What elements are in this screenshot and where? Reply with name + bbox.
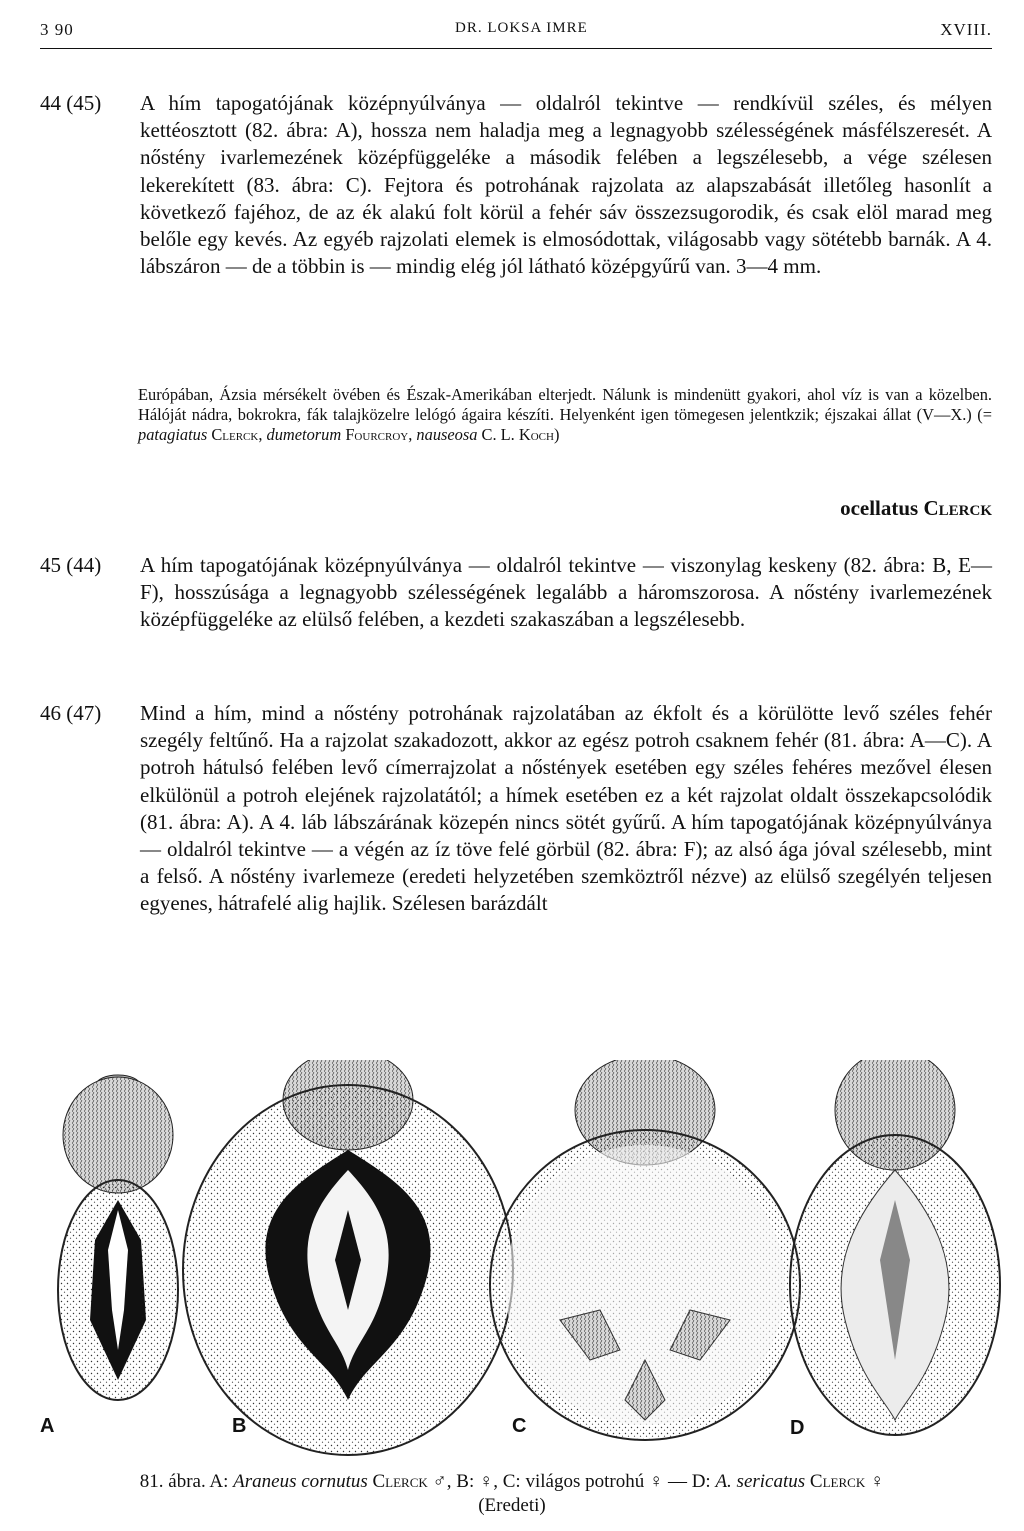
spider-illustrations — [0, 1060, 1024, 1460]
figure-caption — [0, 1470, 1024, 1518]
synonym-2-author: Fourcroy, — [345, 425, 413, 444]
spider-figure-a — [58, 1075, 178, 1400]
synonym-1: patagiatus — [138, 425, 208, 444]
caption-species-1: Araneus cornutus — [233, 1471, 368, 1492]
distribution-text: Európában, Ázsia mérsékelt övében és Észak-Amerikában elterjedt. Nálunk is mindenütt gyakori, ahol víz is van a közelben. Hálóját nádra, bokrokra, fák talajközelre lelógó ágaira készíti. Helyenként igen tömegesen jelentkzik; éjszakai állat (V—X.) (= — [138, 385, 992, 424]
entry-number: 45 (44) — [40, 553, 102, 577]
page-number: 3 90 — [40, 20, 74, 39]
figure-label-d: D — [790, 1417, 805, 1439]
spider-figure-d — [790, 1060, 1000, 1435]
key-entry-45 — [40, 552, 992, 634]
synonym-2: dumetorum — [266, 425, 342, 444]
species-name — [840, 496, 992, 521]
author-name: DR. LOKSA IMRE — [455, 20, 588, 36]
key-entry-46 — [40, 700, 992, 918]
figure-label-c: C — [512, 1415, 527, 1437]
entry-text: Mind a hím, mind a nőstény potrohának rajzolatában az ékfolt és a körülötte levő széles fehér szegély feltűnő. Ha a rajzolat szakadozott, akkor az egész potroh csaknem fehér (81. ábra: A—C). A potroh hátulsó felében levő címerrajzolat a nőstények esetében egy széles fehéres mezővel élesen elkülönül a potroh elejének rajzolatától; a hímek esetében ez a két rajzolat oldalt összekapcsolódik (81. ábra: A). A 4. láb lábszárának közepén nincs sötét gyűrű. A hím tapogatójának középnyúlványa — oldalról tekintve — a végén az íz töve felé görbül (82. ábra: F); az alsó ága jóval szélesebb, mint a felső. A nőstény ivarlemeze (eredeti helyzetében szemköztről nézve) az elülső szegélyén teljesen egyenes, hátrafelé alig hajlik. Szélesen barázdált — [140, 701, 992, 916]
synonym-3-author: C. L. Koch) — [481, 425, 560, 444]
species-author: Clerck — [923, 496, 992, 520]
entry-text: A hím tapogatójának középnyúlványa — oldalról tekintve — rendkívül széles, és mélyen kettéosztott (82. ábra: A), hossza nem haladja meg a legnagyobb szélességének másfélszeresét. A nőstény ivarlemezének középfüggeléke a második felében a legszélesebb, a vége szélesen lekerekített (83. ábra: C). Fejtora és potrohának rajzolata az alapszabását illetőleg hasonlít a következő fajéhoz, de az ék alakú folt körül a fehér sáv összezsugorodik, és csak elöl marad meg belőle egy kevés. Az egyéb rajzolati elemek is elmosódottak, világosabb vagy sötétebb barnák. A 4. lábszáron — de a többin is — mindig elég jól látható középgyűrű van. 3—4 mm. — [140, 91, 992, 279]
species-epithet: ocellatus — [840, 496, 919, 520]
caption-author-2: Clerck ♀ — [809, 1471, 885, 1492]
spider-figure-b — [183, 1060, 513, 1455]
figure-81 — [0, 1060, 1024, 1460]
chapter-number: XVIII. — [940, 20, 992, 39]
figure-label-b: B — [232, 1415, 247, 1437]
spider-figure-c — [490, 1060, 800, 1440]
figure-label-a: A — [40, 1415, 55, 1437]
key-entry-44 — [40, 90, 992, 280]
caption-author-1: Clerck — [372, 1471, 428, 1492]
caption-middle: ♂, B: ♀, C: világos potrohú ♀ — D: — [432, 1471, 711, 1492]
entry-number: 46 (47) — [40, 701, 102, 725]
entry-text: A hím tapogatójának középnyúlványa — oldalról tekintve — viszonylag keskeny (82. ábra: B, E—F), hosszúsága a legnagyobb szélességének legalább a háromszorosa. A nőstény ivarlemezének középfüggeléke az elülső felében, a kezdeti szakaszában a legszélesebb. — [140, 553, 992, 632]
caption-source: (Eredeti) — [478, 1495, 546, 1516]
synonym-1-author: Clerck, — [211, 425, 263, 444]
caption-prefix: 81. ábra. A: — [139, 1471, 229, 1492]
entry-number: 44 (45) — [40, 91, 102, 115]
synonym-3: nauseosa — [416, 425, 478, 444]
caption-species-2: A. sericatus — [715, 1471, 806, 1492]
running-header — [40, 18, 992, 49]
distribution-note — [138, 385, 992, 445]
